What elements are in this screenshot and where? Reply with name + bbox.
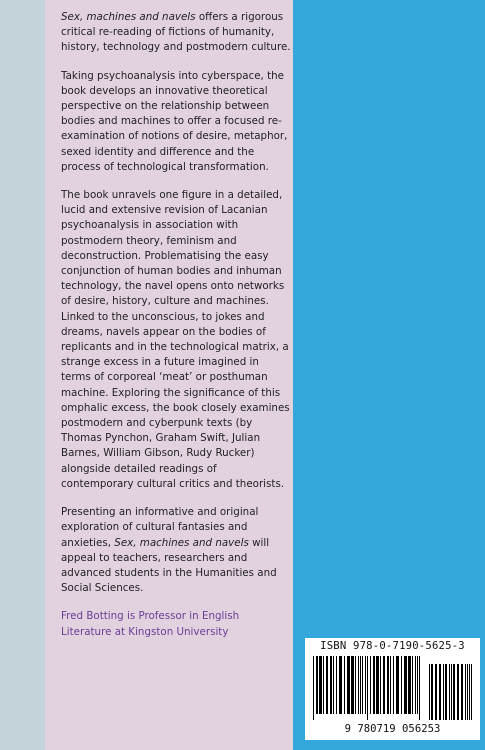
- paragraph-4: Presenting an informative and original exploration of cultural fantasies and anxieties, Sex, machines and navels will appeal to teachers, researchers and advanced students in the Humanities and Social Sciences.: [61, 506, 277, 595]
- paragraph-2: Taking psychoanalysis into cyberspace, the book develops an innovative theoretical perspective on the relationship between bodies and machines to offer a focused re-examination of notions of desire, metaphor, sexed identity and difference and the process of technological transformation.: [61, 69, 288, 173]
- author-note: Fred Botting is Professor in English Literature at Kingston University: [61, 610, 240, 638]
- paragraph-1: Sex, machines and navels offers a rigorous critical re-reading of fictions of humanity, history, technology and postmodern culture.: [61, 11, 291, 54]
- blurb-text: [61, 10, 291, 653]
- book-title-italic-2: Sex, machines and navels: [114, 536, 249, 549]
- barcode-icon: [313, 656, 473, 720]
- barcode-digits: 9 780719 056253: [344, 723, 441, 735]
- paragraph-3: The book unravels one figure in a detailed, lucid and extensive revision of Lacanian psychoanalysis in association with postmodern theory, feminism and deconstruction. Problematising the easy conjunction of human bodies and inhuman technology, the navel opens onto networks of desire, history, culture and machines. Linked to the unconscious, to jokes and dreams, navels appear on the bodies of replicants and in the technological matrix, a strange excess in a future imagined in terms of corporeal ‘meat’ or posthuman machine. Exploring the significance of this omphalic excess, the book closely examines postmodern and cyberpunk texts (by Thomas Pynchon, Graham Swift, Julian Barnes, William Gibson, Rudy Rucker) alongside detailed readings of contemporary cultural critics and theorists.: [61, 189, 290, 490]
- left-spine-strip: [0, 0, 45, 750]
- book-title-italic: Sex, machines and navels: [61, 11, 196, 23]
- isbn-text: ISBN 978-0-7190-5625-3: [320, 640, 465, 652]
- barcode-box: [305, 638, 480, 740]
